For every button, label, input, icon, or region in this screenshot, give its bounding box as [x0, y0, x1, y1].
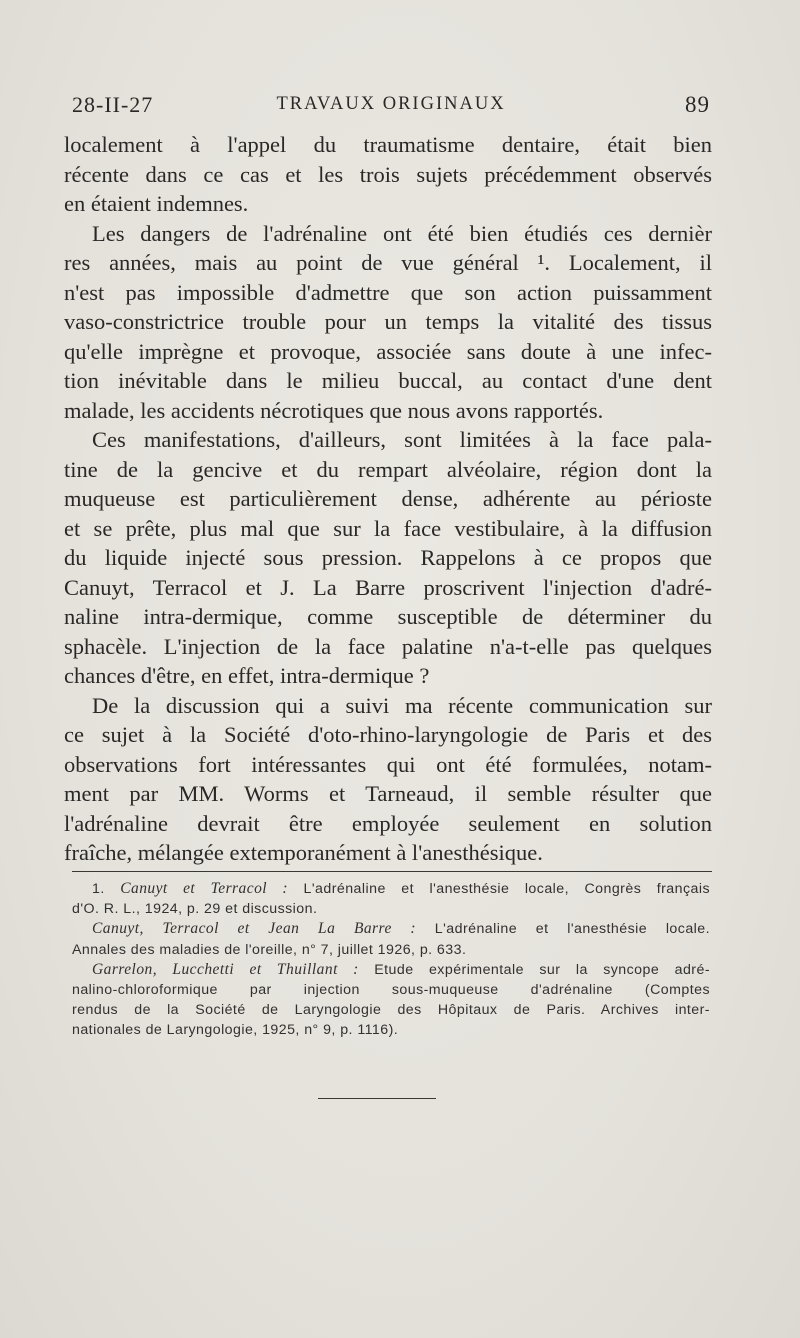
footnote-line: nalino-chloroformique par injection sous-muqueuse d'adrénaline (Comptes — [72, 981, 710, 998]
footnote-line: d'O. R. L., 1924, p. 29 et discussion. — [72, 901, 318, 918]
header-title: TRAVAUX ORIGINAUX — [276, 94, 506, 114]
body-line: Canuyt, Terracol et J. La Barre proscrivent l'injection d'adré- — [64, 574, 712, 600]
body-line: sphacèle. L'injection de la face palatine n'a-t-elle pas quelques — [64, 633, 712, 659]
footnote-1 — [72, 879, 710, 899]
body-line: ment par MM. Worms et Tarneaud, il semble résulter que — [64, 781, 712, 806]
body-line: l'adrénaline devrait être employée seulement en solution — [64, 810, 712, 836]
body-line: muqueuse est particulièrement dense, adhérente au périoste — [64, 486, 712, 511]
end-rule — [318, 1098, 436, 1099]
footnote-text: L'adrénaline et l'anesthésie locale, Congrès français — [288, 881, 710, 897]
body-line: qu'elle imprègne et provoque, associée sans doute à une infec- — [64, 338, 712, 364]
page-number: 89 — [685, 92, 710, 117]
footnote-3 — [72, 960, 710, 980]
running-header — [72, 92, 710, 126]
body-line: vaso-constrictrice trouble pour un temps la vitalité des tissus — [64, 309, 712, 334]
body-line: naline intra-dermique, comme susceptible de déterminer du — [64, 604, 712, 629]
footnote-number: 1. — [92, 881, 121, 897]
footnote-authors: Canuyt, Terracol et Jean La Barre : — [92, 920, 417, 938]
body-line: Les dangers de l'adrénaline ont été bien étudiés ces dernièr — [92, 220, 712, 246]
body-line: observations fort intéressantes qui ont été formulées, notam- — [64, 751, 712, 777]
body-line: en étaient indemnes. — [64, 191, 249, 216]
body-text — [64, 130, 712, 868]
header-date: 28-II-27 — [72, 92, 154, 117]
body-line: localement à l'appel du traumatisme dentaire, était bien — [64, 132, 712, 157]
body-line: Ces manifestations, d'ailleurs, sont limitées à la face pala- — [92, 427, 712, 452]
footnote-text: Etude expérimentale sur la syncope adré- — [358, 961, 710, 978]
body-line: tine de la gencive et du rempart alvéolaire, région dont la — [64, 456, 712, 482]
body-line: n'est pas impossible d'admettre que son action puissamment — [64, 279, 712, 305]
footnote-line: nationales de Laryngologie, 1925, n° 9, p. 1116). — [72, 1022, 399, 1039]
footnote-separator — [72, 871, 712, 872]
footnote-line: Annales des maladies de l'oreille, n° 7, juillet 1926, p. 633. — [72, 941, 467, 958]
footnotes — [72, 879, 710, 1041]
body-line: res années, mais au point de vue général ¹. Localement, il — [64, 250, 712, 275]
body-line: du liquide injecté sous pression. Rappelons à ce propos que — [64, 545, 712, 570]
body-line: récente dans ce cas et les trois sujets précédemment observés — [64, 161, 712, 187]
footnote-authors: Garrelon, Lucchetti et Thuillant : — [92, 960, 359, 978]
body-line: ce sujet à la Société d'oto-rhino-laryngologie de Paris et des — [64, 722, 712, 747]
body-line: et se prête, plus mal que sur la face vestibulaire, à la diffusion — [64, 515, 712, 541]
footnote-authors: Canuyt et Terracol : — [120, 880, 289, 897]
body-line: De la discussion qui a suivi ma récente communication sur — [92, 692, 712, 718]
body-line: malade, les accidents nécrotiques que nous avons rapportés. — [64, 397, 604, 423]
footnote-line: rendus de la Société de Laryngologie des Hôpitaux de Paris. Archives inter- — [72, 1002, 710, 1019]
body-line: fraîche, mélangée extemporanément à l'anesthésique. — [64, 840, 543, 865]
footnote-2 — [72, 919, 710, 939]
body-line: chances d'être, en effet, intra-dermique ? — [64, 663, 430, 688]
body-line: tion inévitable dans le milieu buccal, au contact d'une dent — [64, 368, 712, 393]
footnote-text: L'adrénaline et l'anesthésie locale. — [416, 921, 710, 938]
